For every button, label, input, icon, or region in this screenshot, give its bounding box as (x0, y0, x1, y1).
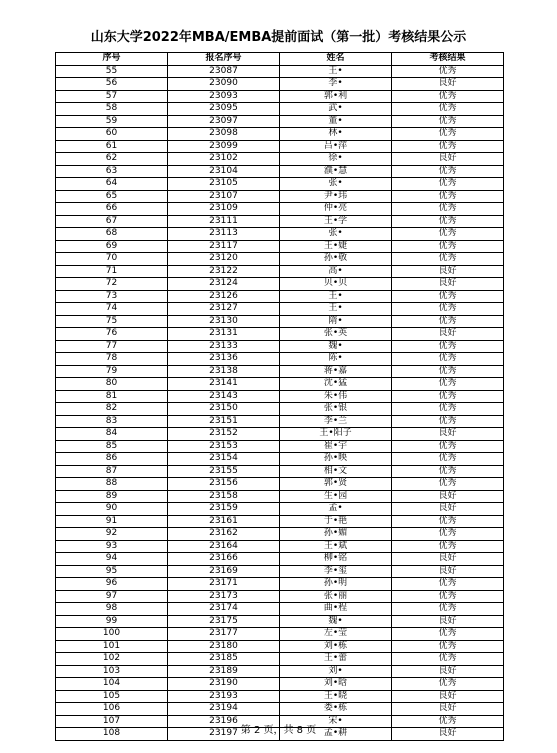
table-row (56, 553, 504, 566)
cell-name: 相•文 (280, 465, 392, 478)
table-row (56, 603, 504, 616)
table-row (56, 103, 504, 116)
cell-registration-number: 23150 (168, 403, 280, 416)
cell-result: 优秀 (392, 390, 504, 403)
cell-index: 61 (56, 140, 168, 153)
cell-result: 优秀 (392, 228, 504, 241)
cell-registration-number: 23087 (168, 65, 280, 78)
cell-name: 贝•贝 (280, 278, 392, 291)
cell-index: 101 (56, 640, 168, 653)
table-row (56, 290, 504, 303)
cell-registration-number: 23171 (168, 578, 280, 591)
cell-name: 张• (280, 178, 392, 191)
cell-name: 董• (280, 115, 392, 128)
table-row (56, 653, 504, 666)
cell-index: 94 (56, 553, 168, 566)
cell-result: 优秀 (392, 515, 504, 528)
cell-result: 良好 (392, 665, 504, 678)
table-row (56, 503, 504, 516)
cell-result: 优秀 (392, 628, 504, 641)
cell-registration-number: 23143 (168, 390, 280, 403)
cell-index: 56 (56, 78, 168, 91)
cell-index: 62 (56, 153, 168, 166)
cell-index: 108 (56, 728, 168, 741)
cell-result: 优秀 (392, 140, 504, 153)
table-row (56, 128, 504, 141)
table-row (56, 278, 504, 291)
table-row (56, 490, 504, 503)
cell-name: 尹•玮 (280, 190, 392, 203)
cell-result: 优秀 (392, 65, 504, 78)
cell-result: 良好 (392, 428, 504, 441)
cell-name: 王• (280, 290, 392, 303)
cell-result: 优秀 (392, 365, 504, 378)
cell-index: 73 (56, 290, 168, 303)
table-row (56, 65, 504, 78)
cell-index: 81 (56, 390, 168, 403)
cell-name: 郭•贤 (280, 478, 392, 491)
cell-index: 64 (56, 178, 168, 191)
cell-registration-number: 23158 (168, 490, 280, 503)
table-row (56, 365, 504, 378)
cell-registration-number: 23161 (168, 515, 280, 528)
cell-result: 优秀 (392, 90, 504, 103)
cell-index: 66 (56, 203, 168, 216)
cell-name: 娄•栋 (280, 703, 392, 716)
cell-name: 孙•媚 (280, 528, 392, 541)
cell-result: 优秀 (392, 590, 504, 603)
cell-index: 58 (56, 103, 168, 116)
cell-result: 优秀 (392, 578, 504, 591)
cell-name: 曲•程 (280, 603, 392, 616)
cell-index: 78 (56, 353, 168, 366)
cell-registration-number: 23138 (168, 365, 280, 378)
cell-registration-number: 23169 (168, 565, 280, 578)
cell-registration-number: 23180 (168, 640, 280, 653)
table-row (56, 90, 504, 103)
cell-registration-number: 23185 (168, 653, 280, 666)
cell-result: 良好 (392, 278, 504, 291)
cell-registration-number: 23177 (168, 628, 280, 641)
table-row (56, 403, 504, 416)
cell-name: 宋• (280, 715, 392, 728)
cell-registration-number: 23126 (168, 290, 280, 303)
table-row (56, 353, 504, 366)
cell-name: 王•蕾 (280, 653, 392, 666)
cell-name: 吕•萍 (280, 140, 392, 153)
cell-index: 75 (56, 315, 168, 328)
cell-name: 王• (280, 303, 392, 316)
cell-registration-number: 23152 (168, 428, 280, 441)
cell-index: 89 (56, 490, 168, 503)
cell-name: 王•学 (280, 215, 392, 228)
cell-result: 优秀 (392, 378, 504, 391)
cell-index: 96 (56, 578, 168, 591)
cell-index: 68 (56, 228, 168, 241)
cell-registration-number: 23124 (168, 278, 280, 291)
cell-registration-number: 23130 (168, 315, 280, 328)
table-row (56, 315, 504, 328)
cell-result: 良好 (392, 565, 504, 578)
cell-index: 82 (56, 403, 168, 416)
cell-index: 71 (56, 265, 168, 278)
table-row (56, 390, 504, 403)
cell-registration-number: 23102 (168, 153, 280, 166)
table-row (56, 178, 504, 191)
cell-name: 王•阳子 (280, 428, 392, 441)
table-row (56, 478, 504, 491)
cell-result: 优秀 (392, 603, 504, 616)
cell-registration-number: 23098 (168, 128, 280, 141)
cell-registration-number: 23151 (168, 415, 280, 428)
cell-name: 王•斌 (280, 540, 392, 553)
cell-index: 70 (56, 253, 168, 266)
cell-result: 优秀 (392, 315, 504, 328)
cell-registration-number: 23133 (168, 340, 280, 353)
table-row (56, 528, 504, 541)
table-row (56, 615, 504, 628)
cell-name: 刘• (280, 665, 392, 678)
cell-registration-number: 23193 (168, 690, 280, 703)
cell-index: 57 (56, 90, 168, 103)
cell-name: 武• (280, 103, 392, 116)
table-row (56, 665, 504, 678)
table-row (56, 240, 504, 253)
header-registration-number: 报名序号 (168, 53, 280, 66)
cell-name: 濮•慧 (280, 165, 392, 178)
cell-name: 朱•伟 (280, 390, 392, 403)
cell-index: 76 (56, 328, 168, 341)
cell-name: 魏• (280, 615, 392, 628)
cell-result: 优秀 (392, 678, 504, 691)
table-row (56, 115, 504, 128)
cell-registration-number: 23156 (168, 478, 280, 491)
cell-index: 65 (56, 190, 168, 203)
cell-index: 104 (56, 678, 168, 691)
cell-result: 优秀 (392, 115, 504, 128)
cell-result: 良好 (392, 615, 504, 628)
table-row (56, 690, 504, 703)
cell-registration-number: 23166 (168, 553, 280, 566)
cell-result: 优秀 (392, 528, 504, 541)
cell-registration-number: 23120 (168, 253, 280, 266)
table-row (56, 628, 504, 641)
cell-result: 优秀 (392, 128, 504, 141)
cell-name: 王•晓 (280, 690, 392, 703)
cell-name: 孙•映 (280, 453, 392, 466)
cell-name: 仲•亮 (280, 203, 392, 216)
cell-index: 92 (56, 528, 168, 541)
cell-index: 106 (56, 703, 168, 716)
table-row (56, 140, 504, 153)
cell-registration-number: 23105 (168, 178, 280, 191)
cell-result: 优秀 (392, 353, 504, 366)
cell-registration-number: 23122 (168, 265, 280, 278)
table-row (56, 215, 504, 228)
cell-registration-number: 23109 (168, 203, 280, 216)
cell-name: 张• (280, 228, 392, 241)
cell-index: 99 (56, 615, 168, 628)
table-row (56, 415, 504, 428)
cell-registration-number: 23153 (168, 440, 280, 453)
cell-result: 良好 (392, 703, 504, 716)
cell-name: 王•婕 (280, 240, 392, 253)
cell-result: 良好 (392, 328, 504, 341)
cell-name: 魏• (280, 340, 392, 353)
cell-registration-number: 23189 (168, 665, 280, 678)
header-name: 姓名 (280, 53, 392, 66)
cell-name: 张•英 (280, 328, 392, 341)
cell-result: 良好 (392, 503, 504, 516)
table-row (56, 590, 504, 603)
cell-result: 优秀 (392, 478, 504, 491)
cell-index: 80 (56, 378, 168, 391)
cell-index: 100 (56, 628, 168, 641)
cell-name: 王• (280, 65, 392, 78)
header-index: 序号 (56, 53, 168, 66)
cell-name: 张•银 (280, 403, 392, 416)
cell-index: 103 (56, 665, 168, 678)
cell-registration-number: 23190 (168, 678, 280, 691)
cell-result: 优秀 (392, 540, 504, 553)
cell-name: 隋• (280, 315, 392, 328)
cell-index: 97 (56, 590, 168, 603)
table-row (56, 340, 504, 353)
cell-index: 85 (56, 440, 168, 453)
cell-index: 86 (56, 453, 168, 466)
table-row (56, 78, 504, 91)
cell-result: 优秀 (392, 465, 504, 478)
table-row (56, 378, 504, 391)
cell-index: 60 (56, 128, 168, 141)
cell-name: 徐• (280, 153, 392, 166)
table-row (56, 578, 504, 591)
cell-name: 孙•明 (280, 578, 392, 591)
table-row (56, 440, 504, 453)
cell-result: 优秀 (392, 190, 504, 203)
cell-result: 优秀 (392, 165, 504, 178)
cell-index: 83 (56, 415, 168, 428)
cell-name: 蒋•嘉 (280, 365, 392, 378)
cell-registration-number: 23131 (168, 328, 280, 341)
cell-registration-number: 23095 (168, 103, 280, 116)
cell-result: 优秀 (392, 453, 504, 466)
table-row (56, 265, 504, 278)
cell-name: 孙•敬 (280, 253, 392, 266)
cell-registration-number: 23127 (168, 303, 280, 316)
cell-registration-number: 23111 (168, 215, 280, 228)
table-row (56, 453, 504, 466)
cell-name: 林• (280, 128, 392, 141)
table-row (56, 190, 504, 203)
cell-name: 生•园 (280, 490, 392, 503)
cell-index: 98 (56, 603, 168, 616)
cell-registration-number: 23090 (168, 78, 280, 91)
cell-result: 优秀 (392, 215, 504, 228)
cell-registration-number: 23173 (168, 590, 280, 603)
cell-index: 77 (56, 340, 168, 353)
cell-index: 105 (56, 690, 168, 703)
cell-registration-number: 23175 (168, 615, 280, 628)
cell-index: 90 (56, 503, 168, 516)
table-row (56, 328, 504, 341)
table-row (56, 153, 504, 166)
table-header (56, 53, 504, 66)
cell-name: 崔•宇 (280, 440, 392, 453)
header-result: 考核结果 (392, 53, 504, 66)
cell-result: 优秀 (392, 203, 504, 216)
cell-result: 优秀 (392, 415, 504, 428)
cell-result: 优秀 (392, 715, 504, 728)
table-row (56, 703, 504, 716)
table-row (56, 303, 504, 316)
cell-result: 良好 (392, 78, 504, 91)
cell-result: 优秀 (392, 290, 504, 303)
cell-registration-number: 23093 (168, 90, 280, 103)
cell-result: 良好 (392, 553, 504, 566)
table-row (56, 565, 504, 578)
table-row (56, 428, 504, 441)
cell-result: 优秀 (392, 340, 504, 353)
cell-name: 于•艳 (280, 515, 392, 528)
cell-index: 74 (56, 303, 168, 316)
results-table (55, 52, 504, 741)
cell-index: 107 (56, 715, 168, 728)
cell-name: 高• (280, 265, 392, 278)
cell-registration-number: 23117 (168, 240, 280, 253)
cell-name: 孟•耕 (280, 728, 392, 741)
cell-index: 87 (56, 465, 168, 478)
cell-result: 优秀 (392, 640, 504, 653)
cell-registration-number: 23141 (168, 378, 280, 391)
cell-registration-number: 23159 (168, 503, 280, 516)
cell-name: 李•兰 (280, 415, 392, 428)
table-row (56, 678, 504, 691)
cell-name: 左•莹 (280, 628, 392, 641)
table-row (56, 640, 504, 653)
cell-index: 63 (56, 165, 168, 178)
cell-registration-number: 23136 (168, 353, 280, 366)
cell-registration-number: 23194 (168, 703, 280, 716)
table-row (56, 165, 504, 178)
cell-result: 良好 (392, 690, 504, 703)
cell-index: 72 (56, 278, 168, 291)
table-row (56, 253, 504, 266)
cell-registration-number: 23197 (168, 728, 280, 741)
cell-registration-number: 23162 (168, 528, 280, 541)
cell-registration-number: 23174 (168, 603, 280, 616)
cell-registration-number: 23164 (168, 540, 280, 553)
cell-registration-number: 23099 (168, 140, 280, 153)
table-row (56, 465, 504, 478)
cell-name: 刘•栋 (280, 640, 392, 653)
table-row (56, 515, 504, 528)
cell-result: 良好 (392, 265, 504, 278)
table-row (56, 540, 504, 553)
cell-index: 67 (56, 215, 168, 228)
cell-registration-number: 23196 (168, 715, 280, 728)
cell-index: 79 (56, 365, 168, 378)
cell-name: 张•丽 (280, 590, 392, 603)
cell-name: 沈•猛 (280, 378, 392, 391)
cell-name: 李• (280, 78, 392, 91)
cell-result: 优秀 (392, 303, 504, 316)
table-row (56, 203, 504, 216)
cell-index: 69 (56, 240, 168, 253)
cell-index: 59 (56, 115, 168, 128)
cell-registration-number: 23154 (168, 453, 280, 466)
cell-result: 优秀 (392, 440, 504, 453)
cell-index: 91 (56, 515, 168, 528)
cell-index: 55 (56, 65, 168, 78)
cell-registration-number: 23097 (168, 115, 280, 128)
cell-name: 柳•铭 (280, 553, 392, 566)
cell-registration-number: 23155 (168, 465, 280, 478)
cell-result: 优秀 (392, 178, 504, 191)
cell-index: 93 (56, 540, 168, 553)
cell-result: 优秀 (392, 653, 504, 666)
cell-index: 95 (56, 565, 168, 578)
cell-registration-number: 23107 (168, 190, 280, 203)
page-title: 山东大学2022年MBA/EMBA提前面试（第一批）考核结果公示 (90, 30, 467, 45)
cell-name: 陈• (280, 353, 392, 366)
cell-name: 郭•利 (280, 90, 392, 103)
cell-name: 刘•晗 (280, 678, 392, 691)
page-number: 第 2 页，共 8 页 (240, 725, 317, 736)
table-header-row (56, 53, 504, 66)
cell-name: 李•玺 (280, 565, 392, 578)
cell-registration-number: 23113 (168, 228, 280, 241)
cell-result: 良好 (392, 153, 504, 166)
cell-index: 88 (56, 478, 168, 491)
cell-result: 优秀 (392, 103, 504, 116)
cell-result: 良好 (392, 490, 504, 503)
cell-index: 102 (56, 653, 168, 666)
cell-name: 孟• (280, 503, 392, 516)
cell-index: 84 (56, 428, 168, 441)
cell-result: 优秀 (392, 240, 504, 253)
cell-result: 优秀 (392, 253, 504, 266)
table-body (56, 65, 504, 740)
table-row (56, 228, 504, 241)
cell-registration-number: 23104 (168, 165, 280, 178)
cell-result: 良好 (392, 728, 504, 741)
cell-result: 优秀 (392, 403, 504, 416)
